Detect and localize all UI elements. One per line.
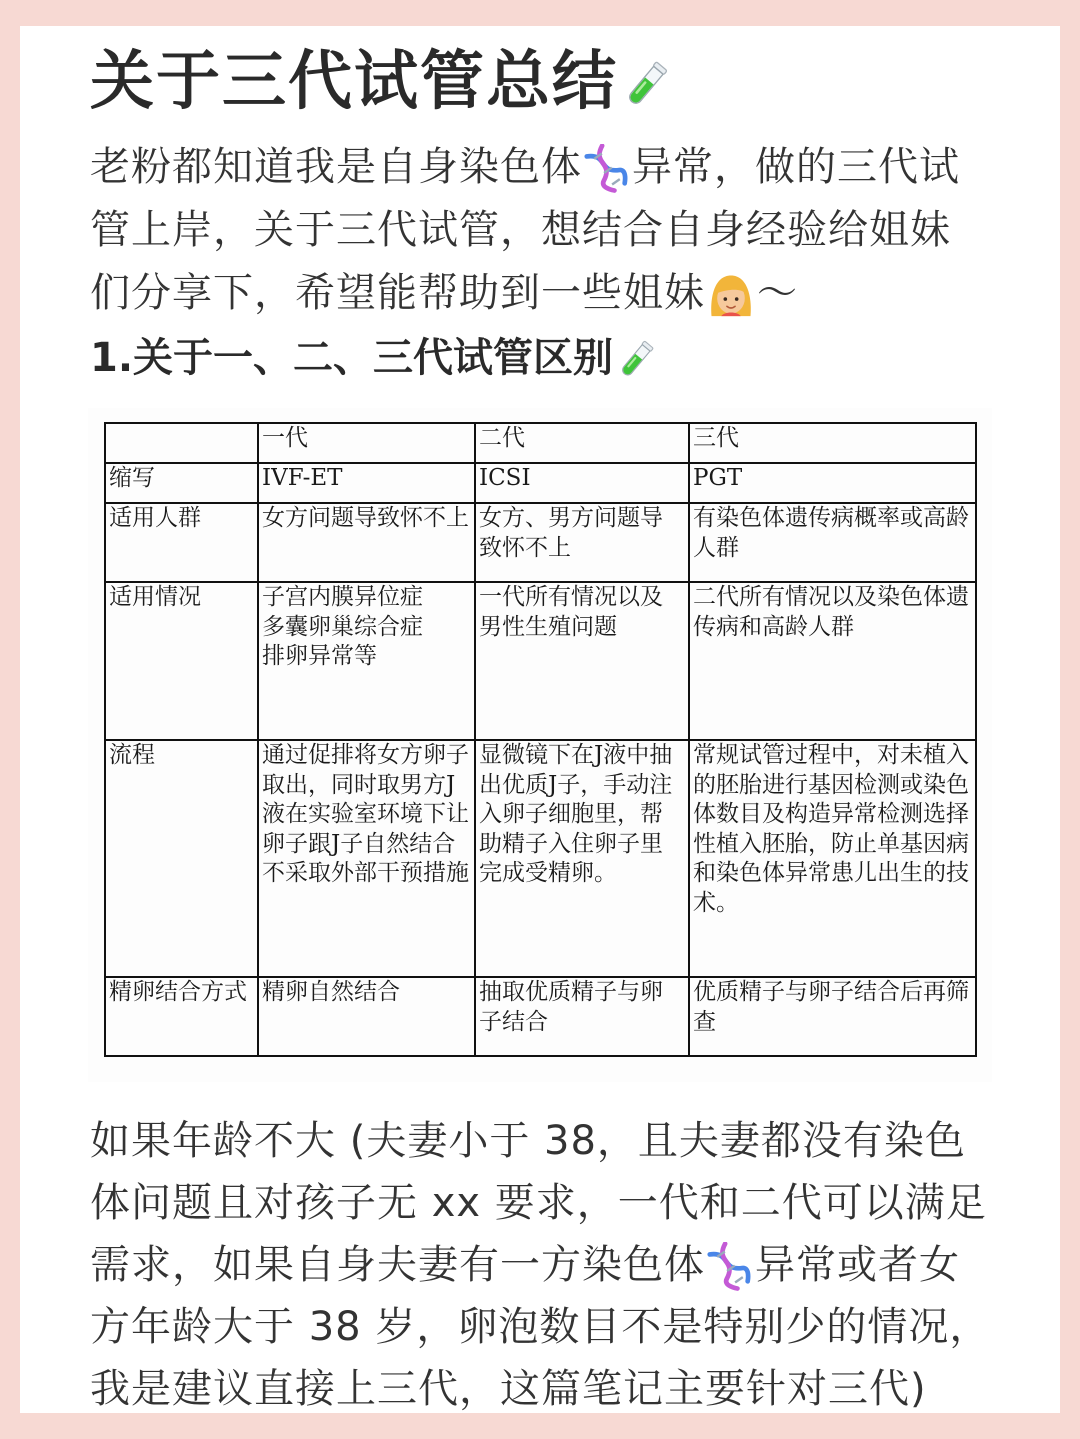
- table-row: [105, 582, 976, 740]
- page-title: [90, 42, 674, 122]
- intro-line: [90, 262, 990, 325]
- table-cell: 通过促排将女方卵子取出，同时取男方J液在实验室环境下让卵子跟J子自然结合不采取外部干预措施: [258, 740, 475, 977]
- intro-text: 老粉都知道我是自身染色体: [90, 144, 582, 190]
- summary-line: 如果年龄不大 (夫妻小于 38，且夫妻都没有染色: [90, 1118, 966, 1164]
- title-text: 关于三代试管总结: [90, 45, 618, 119]
- table-row: [105, 503, 976, 582]
- table-header-cell: 二代: [475, 423, 689, 463]
- intro-text: 异常，做的三代试: [632, 144, 960, 190]
- section-heading-text: 1.关于一、二、三代试管区别: [90, 335, 614, 381]
- row-label: 缩写: [105, 463, 258, 503]
- table-header-row: [105, 423, 976, 463]
- table-cell: 子宫内膜异位症 多囊卵巢综合症 排卵异常等: [258, 582, 475, 740]
- row-label: 流程: [105, 740, 258, 977]
- table-row: [105, 463, 976, 503]
- table-cell: 抽取优质精子与卵子结合: [475, 977, 689, 1056]
- row-label: 适用情况: [105, 582, 258, 740]
- table-cell: ICSI: [475, 463, 689, 503]
- summary-line: 体问题且对孩子无 xx 要求，一代和二代可以满足: [90, 1180, 987, 1226]
- table-cell: 女方、男方问题导致怀不上: [475, 503, 689, 582]
- table-header-cell: [105, 423, 258, 463]
- table-cell: 有染色体遗传病概率或高龄人群: [689, 503, 976, 582]
- summary-line: 方年龄大于 38 岁，卵泡数目不是特别少的情况，: [90, 1304, 991, 1350]
- intro-paragraph: [90, 136, 990, 325]
- section-heading: [90, 328, 659, 388]
- summary-line: 我是建议直接上三代，这篇笔记主要针对三代): [90, 1366, 927, 1412]
- intro-line: [90, 136, 990, 199]
- summary-line: [90, 1234, 1010, 1296]
- table-cell: 一代所有情况以及男性生殖问题: [475, 582, 689, 740]
- comparison-table: [104, 422, 977, 1057]
- dna-icon: [705, 1242, 755, 1292]
- comparison-table-image: [88, 408, 992, 1082]
- table-cell: 女方问题导致怀不上: [258, 503, 475, 582]
- summary-text: 需求，如果自身夫妻有一方染色体: [90, 1242, 705, 1288]
- table-cell: 精卵自然结合: [258, 977, 475, 1056]
- row-label: 适用人群: [105, 503, 258, 582]
- table-header-cell: 一代: [258, 423, 475, 463]
- woman-icon: [705, 269, 757, 321]
- table-row: [105, 977, 976, 1056]
- dna-icon: [582, 144, 632, 194]
- table-row: [105, 740, 976, 977]
- test-tube-icon: [618, 57, 674, 113]
- row-label: 精卵结合方式: [105, 977, 258, 1056]
- table-cell: 二代所有情况以及染色体遗传病和高龄人群: [689, 582, 976, 740]
- intro-text: 们分享下，希望能帮助到一些姐妹: [90, 270, 705, 316]
- test-tube-icon: [613, 337, 659, 383]
- table-cell: 常规试管过程中，对未植入的胚胎进行基因检测或染色体数目及构造异常检测选择性植入胚胎，防止单基因病和染色体异常患儿出生的技术。: [689, 740, 976, 977]
- summary-text: 异常或者女: [755, 1242, 960, 1288]
- table-cell: IVF-ET: [258, 463, 475, 503]
- intro-text: ～: [757, 270, 798, 316]
- table-cell: PGT: [689, 463, 976, 503]
- summary-paragraph: [90, 1110, 1010, 1420]
- table-cell: 显微镜下在J液中抽出优质J子，手动注入卵子细胞里，帮助精子入住卵子里完成受精卵。: [475, 740, 689, 977]
- intro-line: 管上岸，关于三代试管，想结合自身经验给姐妹: [90, 207, 951, 253]
- note-card: [20, 26, 1060, 1413]
- table-cell: 优质精子与卵子结合后再筛查: [689, 977, 976, 1056]
- table-header-cell: 三代: [689, 423, 976, 463]
